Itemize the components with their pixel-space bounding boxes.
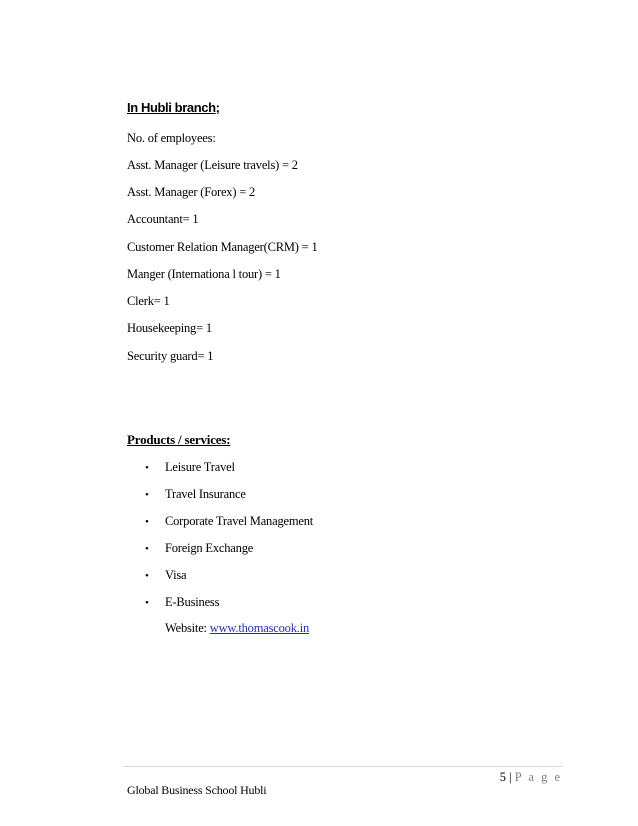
list-item-label: Travel Insurance xyxy=(165,487,246,501)
list-item-label: Visa xyxy=(165,568,187,582)
list-item xyxy=(145,568,186,583)
list-item-label: Corporate Travel Management xyxy=(165,514,314,528)
staff-line: Security guard= 1 xyxy=(127,349,214,363)
list-item xyxy=(145,460,235,475)
staff-line: Asst. Manager (Leisure travels) = 2 xyxy=(127,158,298,172)
page-number xyxy=(500,770,562,785)
branch-heading-text: In Hubli branch xyxy=(127,100,216,115)
list-item-label: Leisure Travel xyxy=(165,460,235,474)
list-item-label: Foreign Exchange xyxy=(165,541,254,555)
bullet-icon: • xyxy=(145,597,149,609)
list-item xyxy=(145,514,313,529)
bullet-icon: • xyxy=(145,570,149,582)
products-heading: Products / services: xyxy=(127,432,231,447)
bullet-icon: • xyxy=(145,462,149,474)
bullet-icon: • xyxy=(145,489,149,501)
staff-line: Asst. Manager (Forex) = 2 xyxy=(127,185,256,199)
staff-line: Clerk= 1 xyxy=(127,294,170,308)
employees-title: No. of employees: xyxy=(127,131,216,145)
page-number-value: 5 xyxy=(499,770,507,784)
branch-heading xyxy=(127,100,220,115)
footer-organization: Global Business School Hubli xyxy=(127,783,267,797)
staff-line: Accountant= 1 xyxy=(127,212,199,226)
staff-line: Manger (Internationa l tour) = 1 xyxy=(127,267,281,281)
list-item xyxy=(145,487,246,502)
bullet-icon: • xyxy=(145,516,149,528)
page-number-separator: | xyxy=(506,770,515,784)
page-word: P a g e xyxy=(514,770,562,784)
branch-heading-suffix: ; xyxy=(215,100,220,115)
staff-line: Housekeeping= 1 xyxy=(127,321,212,335)
website-line xyxy=(165,621,309,636)
list-item xyxy=(145,595,219,610)
website-link[interactable]: www.thomascook.in xyxy=(209,621,310,635)
website-label: Website: xyxy=(165,621,210,635)
bullet-icon: • xyxy=(145,543,149,555)
footer-divider xyxy=(123,766,563,767)
list-item xyxy=(145,541,253,556)
staff-line: Customer Relation Manager(CRM) = 1 xyxy=(127,240,318,254)
list-item-label: E-Business xyxy=(165,595,220,609)
